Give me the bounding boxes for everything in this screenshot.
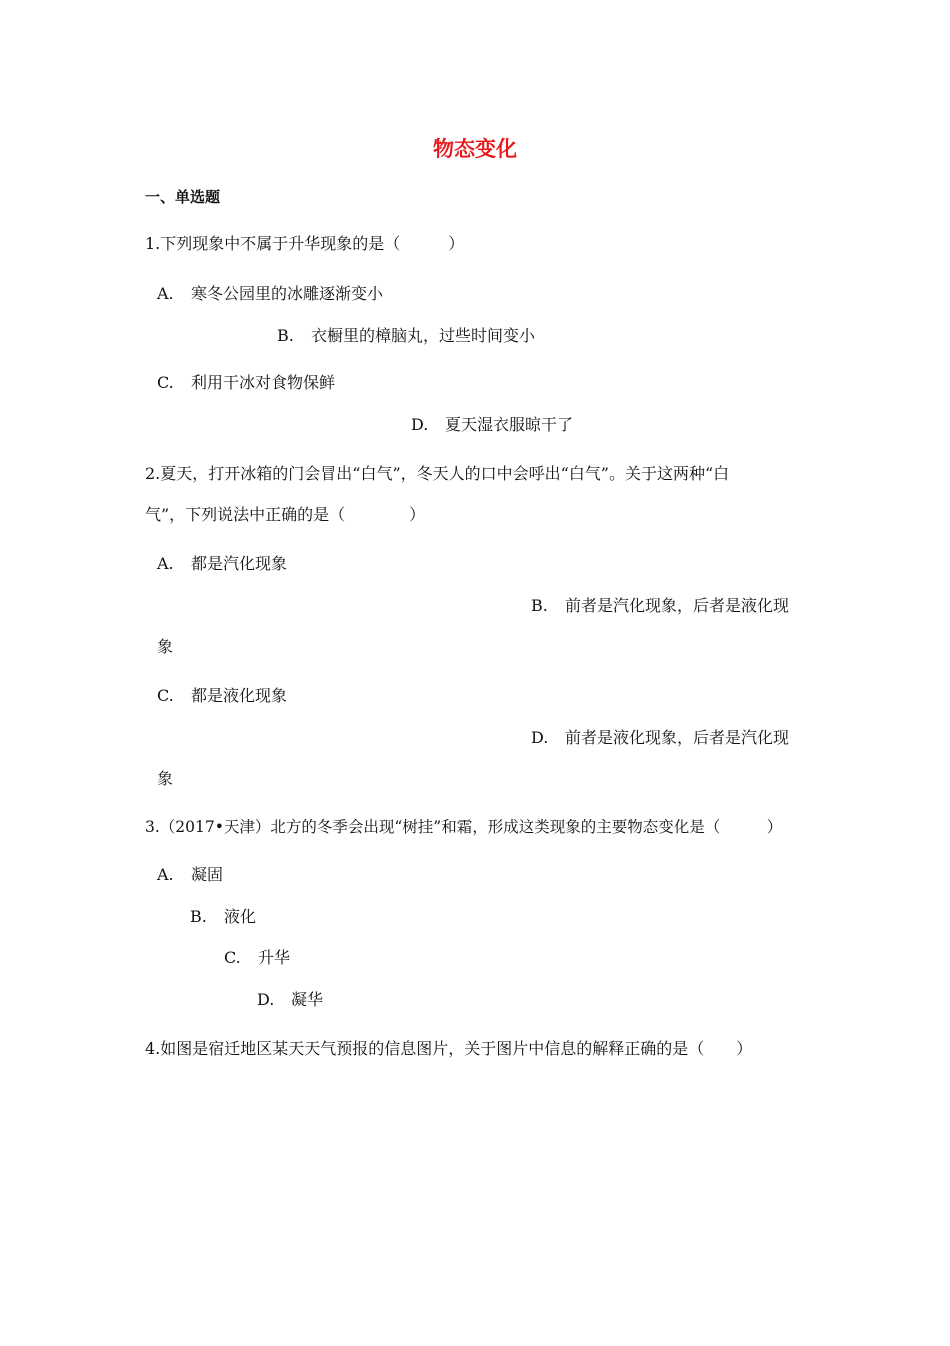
option-letter: B. [190, 907, 207, 926]
option-text: 寒冬公园里的冰雕逐渐变小 [191, 284, 384, 303]
question-3-option-b [190, 907, 256, 927]
option-letter: A. [157, 554, 174, 573]
option-text: 夏天湿衣服晾干了 [445, 415, 574, 434]
option-letter: D. [257, 990, 275, 1009]
question-1-stem: 1.下列现象中不属于升华现象的是（ ） [145, 234, 465, 253]
option-letter: A. [157, 284, 174, 303]
option-letter: C. [224, 948, 241, 967]
option-letter: B. [531, 596, 548, 615]
question-1-option-d [411, 415, 573, 435]
option-text: 前者是液化现象，后者是汽化现 [565, 728, 790, 747]
question-2-stem-line-2: 气”，下列说法中正确的是（ ） [145, 505, 426, 524]
question-3-option-a [157, 865, 223, 885]
question-3-stem: 3.（2017•天津）北方的冬季会出现“树挂”和霜，形成这类现象的主要物态变化是（ ） [145, 818, 783, 836]
option-text: 凝固 [191, 865, 224, 884]
option-letter: D. [531, 728, 549, 747]
option-text: 都是液化现象 [191, 686, 288, 705]
option-letter: A. [157, 865, 174, 884]
question-1-option-c [157, 373, 335, 393]
question-2-option-b-wrap: 象 [157, 637, 174, 656]
option-letter: C. [157, 686, 174, 705]
question-2-stem-line-1: 2.夏天，打开冰箱的门会冒出“白气”，冬天人的口中会呼出“白气”。关于这两种“白 [145, 464, 730, 483]
option-letter: B. [277, 326, 294, 345]
question-2-option-d-wrap: 象 [157, 769, 174, 788]
document-title: 物态变化 [433, 137, 517, 161]
option-text: 前者是汽化现象，后者是液化现 [565, 596, 790, 615]
question-2-option-b [531, 596, 789, 616]
question-2-option-c [157, 686, 287, 706]
option-text: 衣橱里的樟脑丸，过些时间变小 [311, 326, 536, 345]
question-2-option-a [157, 554, 287, 574]
option-text: 液化 [224, 907, 257, 926]
section-heading: 一、单选题 [145, 188, 221, 206]
option-text: 凝华 [291, 990, 324, 1009]
option-letter: C. [157, 373, 174, 392]
question-2-option-d [531, 728, 789, 748]
option-text: 升华 [258, 948, 291, 967]
option-letter: D. [411, 415, 429, 434]
question-3-option-c [224, 948, 290, 968]
question-4-stem: 4.如图是宿迁地区某天天气预报的信息图片，关于图片中信息的解释正确的是（ ） [145, 1039, 753, 1058]
question-3-option-d [257, 990, 323, 1010]
question-1-option-b [277, 326, 535, 346]
option-text: 利用干冰对食物保鲜 [191, 373, 336, 392]
option-text: 都是汽化现象 [191, 554, 288, 573]
question-1-option-a [157, 284, 383, 304]
